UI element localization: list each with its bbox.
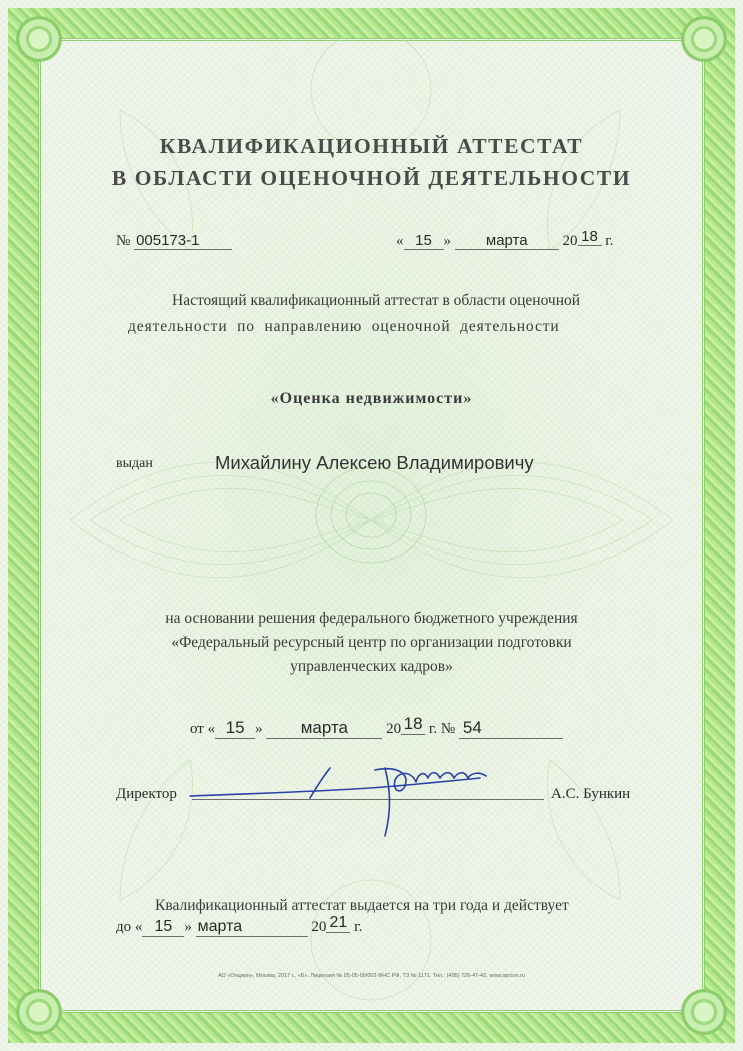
quote-open: « (134, 919, 143, 935)
decision-year: 18 (401, 714, 425, 735)
valid-day: 15 (142, 918, 184, 937)
valid-year: 21 (326, 914, 350, 933)
year-label: г. (605, 233, 614, 249)
quote-open: « (207, 721, 216, 737)
number-value: 005173-1 (134, 232, 232, 250)
intro-line-1: Настоящий квалификационный аттестат в области оценочной (172, 292, 581, 309)
issue-month: марта (455, 232, 559, 250)
title-line-1: КВАЛИФИКАЦИОННЫЙ АТТЕСТАТ (159, 134, 584, 158)
decision-day: 15 (215, 718, 255, 739)
decision-month: марта (266, 718, 382, 739)
quote-close: » (255, 721, 263, 737)
basis-line-3: управленческих кадров» (290, 658, 453, 675)
year-prefix: 20 (311, 919, 327, 935)
quote-close: » (443, 233, 451, 249)
decision-number: 54 (459, 718, 563, 739)
decision-date (190, 714, 563, 739)
issued-label: выдан (116, 456, 153, 471)
valid-until (116, 914, 363, 937)
quote-close: » (184, 919, 192, 935)
intro-line-2: деятельности по направлению оценочной деятельности (128, 318, 560, 335)
number-prefix: № (116, 233, 131, 249)
validity-line: Квалификационный аттестат выдается на три года и действует (155, 897, 569, 914)
certificate-number (116, 232, 232, 250)
director-label: Директор (116, 786, 177, 802)
basis-line-2: «Федеральный ресурсный центр по организации подготовки (171, 634, 572, 651)
director-signature-icon (180, 748, 520, 848)
year-prefix: 20 (562, 233, 578, 249)
basis-line-1: на основании решения федерального бюджетного учреждения (165, 610, 578, 627)
issue-date (396, 228, 614, 250)
issue-year: 18 (578, 228, 602, 246)
issue-day: 15 (404, 232, 444, 250)
valid-month: марта (196, 918, 308, 937)
quote-open: « (396, 233, 404, 249)
decision-number-label: г. № (428, 721, 456, 737)
from-label: от (190, 721, 204, 737)
direction-title: «Оценка недвижимости» (270, 390, 473, 407)
title-line-2: В ОБЛАСТИ ОЦЕНОЧНОЙ ДЕЯТЕЛЬНОСТИ (111, 166, 632, 190)
until-label: до (116, 919, 132, 935)
director-name: А.С. Бункин (551, 786, 631, 802)
year-label: г. (354, 919, 363, 935)
recipient-name: Михайлину Алексею Владимировичу (215, 452, 534, 473)
printer-imprint: АО «Опцион», Москва, 2017 г., «Б». Лицензия № 05-05-09/003 ФНС РФ, ТЗ № 1171. Тел.: (495) 726-47-42, www.opcion.ru (218, 973, 525, 979)
year-prefix: 20 (386, 721, 402, 737)
